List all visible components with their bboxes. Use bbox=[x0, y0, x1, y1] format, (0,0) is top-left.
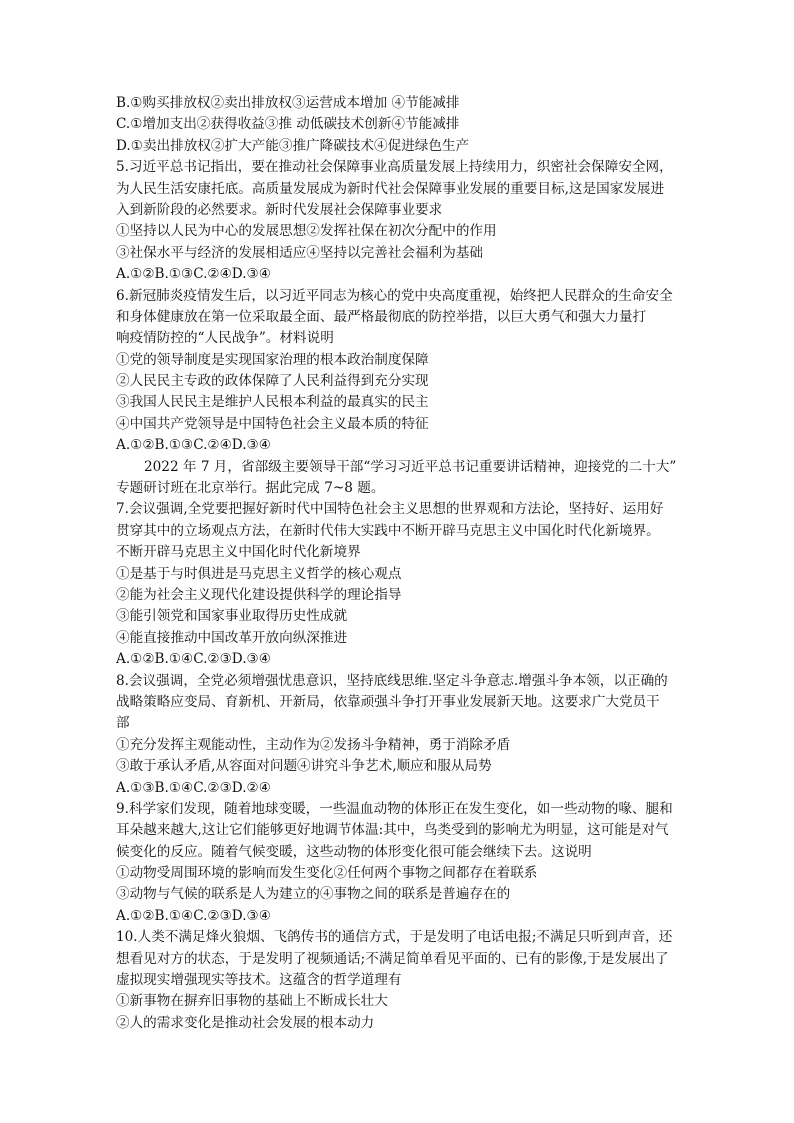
question-6-stem: 6.新冠肺炎疫情发生后，以习近平同志为核心的党中央高度重视，始终把人民群众的生命安全 bbox=[116, 287, 673, 304]
question-10-stem: 10.人类不满足烽火狼烟、飞鸽传书的通信方式，于是发明了电话电报;不满足只听到声音，还 bbox=[116, 929, 673, 946]
question-9-statement: ③动物与气候的联系是人为建立的④事物之间的联系是普遍存在的 bbox=[116, 886, 511, 903]
question-6-stem: 响疫情防控的“人民战争”。材料说明 bbox=[116, 330, 334, 347]
option-line: D.①卖出排放权②扩大产能③推广降碳技术④促进绿色生产 bbox=[116, 137, 470, 154]
question-5-options: A.①②B.①③C.②④D.③④ bbox=[116, 266, 271, 283]
question-9-statement: ①动物受周围环境的影响而发生变化②任何两个事物之间都存在着联系 bbox=[116, 865, 538, 882]
question-6-options: A.①②B.①③C.②④D.③④ bbox=[116, 437, 271, 454]
question-7-statement: ①是基于与时俱进是马克思主义哲学的核心观点 bbox=[116, 565, 402, 582]
question-6-statement: ①党的领导制度是实现国家治理的根本政治制度保障 bbox=[116, 351, 429, 368]
question-8-stem: 8.会议强调，全党必须增强忧患意识，坚持底线思维.坚定斗争意志.增强斗争本领，以正确的 bbox=[116, 672, 668, 689]
question-6-statement: ④中国共产党领导是中国特色社会主义最本质的特征 bbox=[116, 415, 429, 432]
question-6-stem: 和身体健康放在第一位采取最全面、最严格最彻底的防控举措，以巨大勇气和强大力量打 bbox=[116, 308, 647, 325]
question-7-stem: 不断开辟马克思主义中国化时代化新境界 bbox=[116, 544, 361, 561]
question-6-statement: ②人民民主专政的政体保障了人民利益得到充分实现 bbox=[116, 373, 429, 390]
question-8-statement: ①充分发挥主观能动性，主动作为②发扬斗争精神，勇于消除矛盾 bbox=[116, 736, 511, 753]
question-10-statement: ②人的需求变化是推动社会发展的根本动力 bbox=[116, 1014, 375, 1031]
question-7-stem: 7.会议强调,全党要把握好新时代中国特色社会主义思想的世界观和方法论，坚持好、运用好 bbox=[116, 501, 664, 518]
question-text-block bbox=[116, 93, 686, 1034]
question-10-stem: 虚拟现实增强现实等技术。这蕴含的哲学道理有 bbox=[116, 972, 402, 989]
option-line: C.①增加支出②获得收益③推 动低碳技术创新④节能减排 bbox=[116, 116, 460, 133]
question-7-stem: 贯穿其中的立场观点方法，在新时代伟大实践中不断开辟马克思主义中国化时代化新境界。 bbox=[116, 522, 660, 539]
question-7-options: A.①②B.①④C.②③D.③④ bbox=[116, 651, 271, 668]
question-9-options: A.①②B.①④C.②③D.③④ bbox=[116, 907, 271, 924]
question-5-stem: 为人民生活安康托底。高质量发展成为新时代社会保障事业发展的重要目标,这是国家发展进 bbox=[116, 180, 665, 197]
question-5-stem: 入到新阶段的必然要求。新时代发展社会保障事业要求 bbox=[116, 201, 443, 218]
question-6-statement: ③我国人民民主是维护人民根本利益的最真实的民主 bbox=[116, 394, 429, 411]
question-7-statement: ③能引领党和国家事业取得历史性成就 bbox=[116, 608, 348, 625]
question-8-options: A.①③B.①④C.②③D.②④ bbox=[116, 779, 271, 796]
question-5-statement: ③社保水平与经济的发展相适应④坚持以完善社会福利为基础 bbox=[116, 244, 484, 261]
question-10-stem: 想看见对方的状态，于是发明了视频通话;不满足简单看见平面的、已有的影像,于是发展出了 bbox=[116, 950, 669, 967]
material-intro: 2022 年 7 月，省部级主要领导干部“学习习近平总书记重要讲话精神，迎接党的二十大” bbox=[144, 458, 677, 475]
material-intro: 专题研讨班在北京举行。据此完成 7~8 题。 bbox=[116, 480, 385, 497]
question-7-statement: ②能为社会主义现代化建设提供科学的理论指导 bbox=[116, 586, 402, 603]
question-8-stem: 战略策略应变局、育新机、开新局，依靠顽强斗争打开事业发展新天地。这要求广大党员干 bbox=[116, 693, 660, 710]
question-9-stem: 候变化的反应。随着气候变暖，这些动物的体形变化很可能会继续下去。这说明 bbox=[116, 843, 592, 860]
question-5-statement: ①坚持以人民为中心的发展思想②发挥社保在初次分配中的作用 bbox=[116, 223, 497, 240]
question-9-stem: 9.科学家们发现，随着地球变暖，一些温血动物的体形正在发生变化，如一些动物的喙、腿和 bbox=[116, 800, 673, 817]
question-5-stem: 5.习近平总书记指出，要在推动社会保障事业高质量发展上持续用力，织密社会保障安全网， bbox=[116, 159, 673, 176]
question-9-stem: 耳朵越来越大,这让它们能够更好地调节体温:其中，鸟类受到的影响尤为明显，这可能是对气 bbox=[116, 822, 669, 839]
question-7-statement: ④能直接推动中国改革开放向纵深推进 bbox=[116, 629, 348, 646]
question-8-stem: 部 bbox=[116, 715, 130, 732]
option-line: B.①购买排放权②卖出排放权③运营成本增加 ④节能减排 bbox=[116, 95, 460, 111]
question-8-statement: ③敢于承认矛盾,从容面对问题④讲究斗争艺术,顺应和服从局势 bbox=[116, 758, 492, 775]
question-10-statement: ①新事物在摒弃旧事物的基础上不断成长壮大 bbox=[116, 993, 388, 1010]
